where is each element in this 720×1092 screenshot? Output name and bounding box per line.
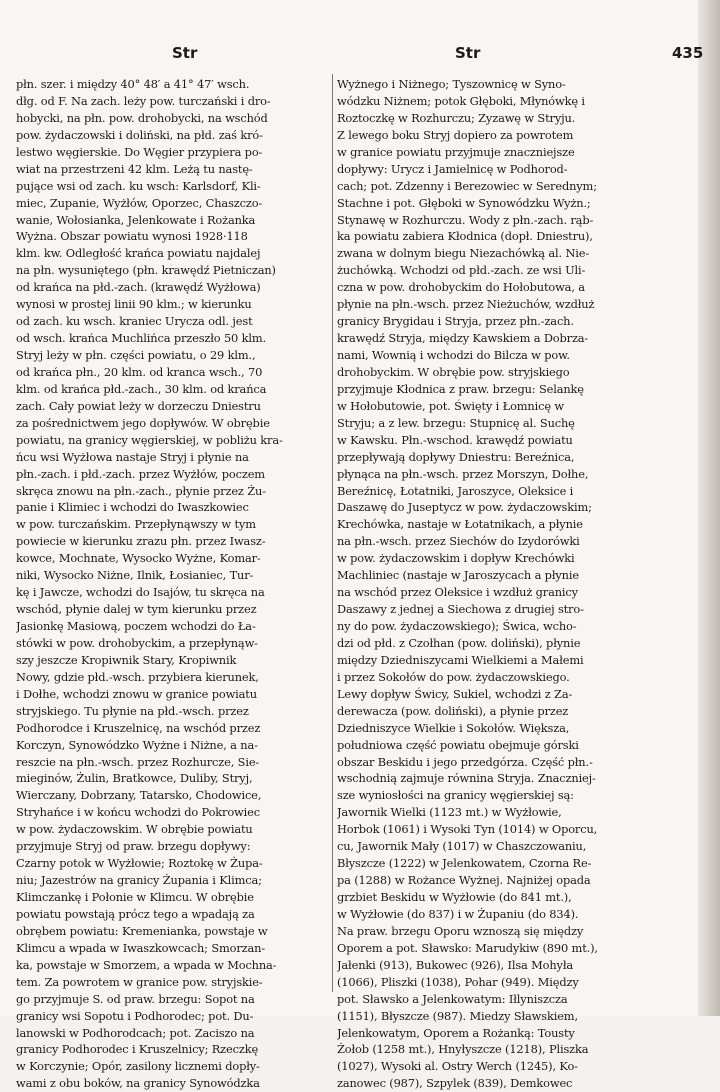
text-line: ka powiatu zabiera Kłodnica (dopł. Dniestru), <box>337 229 593 244</box>
text-line: granicy Podhorodec i Kruszelnicy; Rzeczkę <box>16 1042 259 1057</box>
text-line: granicy Brygidau i Stryja, przez płn.-zach. <box>337 314 574 329</box>
text-line: Czarny potok w Wyżłowie; Roztokę w Żupa- <box>16 856 263 871</box>
text-line: przyjmuje Kłodnica z praw. brzegu: Selankę <box>337 381 584 396</box>
text-line: Stryj leży w płn. części powiatu, o 29 klm., <box>16 348 256 362</box>
text-line: derewacza (pow. doliński), a płynie przez <box>337 703 569 718</box>
left-column-text <box>16 76 326 1092</box>
text-line: Podhorodce i Kruszelnicę, na wschód przez <box>16 720 261 735</box>
header-right-word: Str <box>455 44 481 62</box>
text-line: wami z obu boków, na granicy Synowódzka <box>16 1076 260 1091</box>
text-line: Jasionkę Masiową, poczem wchodzi do Ła- <box>16 619 256 633</box>
text-line: płn. szer. i między 40° 48′ a 41° 47′ wsch. <box>16 77 250 91</box>
text-line: Jałenki (913), Bukowec (926), Ilsa Mohyła <box>337 957 574 972</box>
text-line: Klimcu a wpada w Iwaszkowcach; Smorzan- <box>16 940 266 955</box>
text-line: i Dołhe, wchodzi znowu w granice powiatu <box>16 686 257 701</box>
text-line: wanie, Wołosianka, Jelenkowate i Rożanka <box>16 212 256 227</box>
column-divider <box>332 74 333 992</box>
text-line: płynie na płn.-wsch. przez Nieżuchów, wzdłuż <box>337 297 595 312</box>
text-line: krawędź Stryja, między Kawskiem a Dobrza- <box>337 331 589 346</box>
text-line: klm. od krańca płd.-zach., 30 klm. od krańca <box>16 381 267 396</box>
text-line: niki, Wysocko Niżne, Ilnik, Łosianiec, Tur- <box>16 568 254 583</box>
text-line: wschód, płynie dalej w tym kierunku przez <box>16 602 257 617</box>
text-line: Jelenkowatym, Oporem a Rożanką: Tousty <box>337 1025 575 1040</box>
text-line: wiat na przestrzeni 42 klm. Leżą tu nastę- <box>16 161 253 176</box>
text-line: panie i Klimiec i wchodzi do Iwaszkowiec <box>16 500 249 515</box>
text-line: miec, Zupanie, Wyżłów, Oporzec, Chaszczo- <box>16 195 263 210</box>
text-line: Daszawę do Juseptycz w pow. żydaczowskim; <box>337 500 592 515</box>
text-line: Roztoczkę w Rozhurczu; Zyzawę w Stryju. <box>337 110 576 125</box>
text-line: Z lewego boku Stryj dopiero za powrotem <box>337 127 574 142</box>
text-line: w pow. żydaczowskim. W obrębie powiatu <box>16 822 253 837</box>
text-line: Oporem a pot. Sławsko: Marudykiw (890 mt.), <box>337 940 598 955</box>
text-line: granicy wsi Sopotu i Podhorodec; pot. Du- <box>16 1008 254 1023</box>
text-line: cach; pot. Zdzenny i Berezowiec w Serednym; <box>337 178 597 193</box>
text-line: od wsch. krańca Muchlińca przeszło 50 klm. <box>16 331 266 346</box>
text-line: Wyżnego i Niżnego; Tyszownicę w Syno- <box>337 77 566 91</box>
text-line: Jawornik Wielki (1123 mt.) w Wyżłowie, <box>337 805 562 820</box>
text-line: Horbok (1061) i Wysoki Tyn (1014) w Oporcu, <box>337 822 598 837</box>
text-line: od krańca płn., 20 klm. od kranca wsch., 70 <box>16 364 263 379</box>
text-line: od zach. ku wsch. kraniec Urycza odl. jest <box>16 314 253 329</box>
page-number: 435 <box>672 44 704 62</box>
text-line: ka, powstaje w Smorzem, a wpada w Mochna- <box>16 957 277 972</box>
page-edge-shadow <box>698 0 720 1016</box>
text-line: Błyszcze (1222) w Jelenkowatem, Czorna Re- <box>337 856 592 871</box>
running-header <box>0 44 720 64</box>
text-line: klm. kw. Odległość krańca powiatu najdalej <box>16 246 261 261</box>
text-line: kowce, Mochnate, Wysocko Wyżne, Komar- <box>16 551 261 566</box>
text-line: wynosi w prostej linii 90 klm.; w kierunku <box>16 297 252 312</box>
text-line: płynąca na płn.-wsch. przez Morszyn, Dołhe, <box>337 466 589 481</box>
text-line: reszcie na płn.-wsch. przez Rozhurcze, Sie- <box>16 754 260 769</box>
text-line: powiecie w kierunku zrazu płn. przez Iwasz- <box>16 534 266 549</box>
text-line: Żołob (1258 mt.), Hnyłyszcze (1218), Pliszka <box>337 1042 589 1057</box>
text-line: przepływają dopływy Dniestru: Bereźnica, <box>337 449 575 464</box>
text-line: Stryhańce i w końcu wchodzi do Pokrowiec <box>16 805 260 820</box>
text-line: Stachne i pot. Głęboki w Synowódzku Wyżn.; <box>337 195 591 210</box>
text-line: kę i Jawcze, wchodzi do Isajów, tu skręca na <box>16 585 265 600</box>
text-line: hobycki, na płn. pow. drohobycki, na wschód <box>16 110 268 125</box>
text-line: dłg. od F. Na zach. leży pow. turczański i dro- <box>16 93 271 108</box>
text-line: (1027), Wysoki al. Ostry Werch (1245), Ko- <box>337 1059 578 1074</box>
text-line: zwana w dolnym biegu Niezachówką al. Nie- <box>337 246 590 261</box>
text-line: lestwo węgierskie. Do Węgier przypiera po- <box>16 144 263 159</box>
text-line: na wschód przez Oleksice i wzdłuż granicy <box>337 585 578 600</box>
text-line: dopływy: Urycz i Jamielnicę w Podhorod- <box>337 161 568 176</box>
text-line: Stryju; a z lew. brzegu: Stupnicę al. Suchę <box>337 415 575 430</box>
text-line: w pow. żydaczowskim i dopływ Krechówki <box>337 551 575 566</box>
right-column-text <box>337 76 654 1092</box>
text-line: przyjmuje Stryj od praw. brzegu dopływy: <box>16 839 251 854</box>
text-line: sze wyniosłości na granicy węgierskiej są: <box>337 788 574 803</box>
text-line: powiatu, na granicy węgierskiej, w pobliżu kra- <box>16 432 283 447</box>
text-line: żuchówką. Wchodzi od płd.-zach. ze wsi Uli- <box>337 263 586 278</box>
text-line: za pośrednictwem jego dopływów. W obrębie <box>16 415 270 430</box>
text-line: Krechówka, nastaje w Łotatnikach, a płynie <box>337 517 583 532</box>
text-line: Daszawy z jednej a Siechowa z drugiej stro- <box>337 602 584 617</box>
text-line: zach. Cały powiat leży w dorzeczu Dniestru <box>16 398 261 413</box>
header-left-word: Str <box>172 44 198 62</box>
text-line: powiatu powstają prócz tego a wpadają za <box>16 906 255 921</box>
text-line: ny do pow. żydaczowskiego); Świca, wcho- <box>337 619 577 633</box>
text-line: szy jeszcze Kropiwnik Stary, Kropiwnik <box>16 652 237 667</box>
text-line: Wierczany, Dobrzany, Tatarsko, Chodowice, <box>16 788 262 803</box>
text-line: cu, Jawornik Mały (1017) w Chaszczowaniu, <box>337 839 587 854</box>
text-line: skręca znowu na płn.-zach., płynie przez Żu- <box>16 483 266 498</box>
text-line: na płn. wysuniętego (płn. krawędź Pietniczan) <box>16 263 276 278</box>
text-line: drohobyckim. W obrębie pow. stryjskiego <box>337 364 570 379</box>
text-line: lanowski w Podhorodcach; pot. Zaciszo na <box>16 1025 255 1040</box>
text-line: Dziedniszyce Wielkie i Sokołów. Większa, <box>337 720 570 735</box>
text-line: mieginów, Żulin, Bratkowce, Duliby, Stryj, <box>16 771 253 786</box>
text-line: pa (1288) w Rożance Wyżnej. Najniżej opada <box>337 873 591 888</box>
text-line: Stynawę w Rozhurczu. Wody z płn.-zach. rąb- <box>337 212 594 227</box>
text-line: grzbiet Beskidu w Wyżłowie (do 841 mt.), <box>337 890 572 904</box>
text-line: w granice powiatu przyjmuje znaczniejsze <box>337 144 575 159</box>
text-line: Klimczankę i Połonie w Klimcu. W obrębie <box>16 890 254 904</box>
text-line: obrębem powiatu: Kremenianka, powstaje w <box>16 923 268 938</box>
text-line: (1151), Błyszcze (987). Miedzy Sławskiem, <box>337 1008 578 1023</box>
text-line: wódzku Niżnem; potok Głęboki, Młynówkę i <box>337 93 585 108</box>
text-line: Korczyn, Synowódzko Wyżne i Niżne, a na- <box>16 737 258 752</box>
text-line: pot. Sławsko a Jelenkowatym: Iłlyniszcza <box>337 991 568 1006</box>
text-line: Machliniec (nastaje w Jaroszycach a płynie <box>337 568 579 583</box>
text-line: w pow. turczańskim. Przepłynąwszy w tym <box>16 517 256 532</box>
text-line: Bereźnicę, Łotatniki, Jaroszyce, Oleksice i <box>337 483 574 498</box>
text-line: Lewy dopływ Świcy, Sukiel, wchodzi z Za- <box>337 686 573 701</box>
text-line: stówki w pow. drohobyckim, a przepłynąw- <box>16 635 258 650</box>
text-line: dzi od płd. z Czołhan (pow. doliński), płynie <box>337 635 581 650</box>
text-line: w Kawsku. Płn.-wschod. krawędź powiatu <box>337 432 573 447</box>
text-line: na płn.-wsch. przez Siechów do Izydorówki <box>337 534 580 549</box>
text-line: między Dziedniszycami Wielkiemi a Małemi <box>337 652 584 667</box>
text-line: nami, Wownią i wchodzi do Bilcza w pow. <box>337 348 570 362</box>
text-line: zanowec (987), Szpylek (839), Demkowec <box>337 1076 573 1091</box>
text-line: niu; Jazestrów na granicy Żupania i Klimca; <box>16 873 262 888</box>
text-line: pujące wsi od zach. ku wsch: Karlsdorf, Kli- <box>16 178 261 193</box>
text-line: Wyżna. Obszar powiatu wynosi 1928·118 <box>16 229 248 244</box>
text-line: Na praw. brzegu Oporu wznoszą się między <box>337 923 584 938</box>
text-line: w Hołobutowie, pot. Święty i Łomnicę w <box>337 398 565 413</box>
text-line: południowa część powiatu obejmuje górski <box>337 737 579 752</box>
text-line: i przez Sokołów do pow. żydaczowskiego. <box>337 669 570 684</box>
text-line: (1066), Pliszki (1038), Pohar (949). Między <box>337 974 579 989</box>
text-line: stryjskiego. Tu płynie na płd.-wsch. przez <box>16 703 249 718</box>
text-line: tem. Za powrotem w granice pow. stryjskie- <box>16 974 263 989</box>
text-line: Nowy, gdzie płd.-wsch. przybiera kierunek, <box>16 669 259 684</box>
text-line: w Korczynie; Opór, zasilony licznemi dopły- <box>16 1059 260 1074</box>
text-line: ńcu wsi Wyżłowa nastaje Stryj i płynie na <box>16 449 249 464</box>
text-line: pow. żydaczowski i doliński, na płd. zaś kró- <box>16 127 263 142</box>
text-line: od krańca na płd.-zach. (krawędź Wyżłowa) <box>16 280 261 295</box>
text-line: wschodnią zajmuje równina Stryja. Znaczniej- <box>337 771 596 786</box>
text-line: go przyjmuje S. od praw. brzegu: Sopot na <box>16 991 255 1006</box>
text-line: obszar Beskidu i jego przedgórza. Część płn.- <box>337 754 593 769</box>
text-line: czna w pow. drohobyckim do Hołobutowa, a <box>337 280 585 295</box>
text-line: w Wyżłowie (do 837) i w Żupaniu (do 834). <box>337 906 579 921</box>
text-line: płn.-zach. i płd.-zach. przez Wyżłów, poczem <box>16 466 265 481</box>
